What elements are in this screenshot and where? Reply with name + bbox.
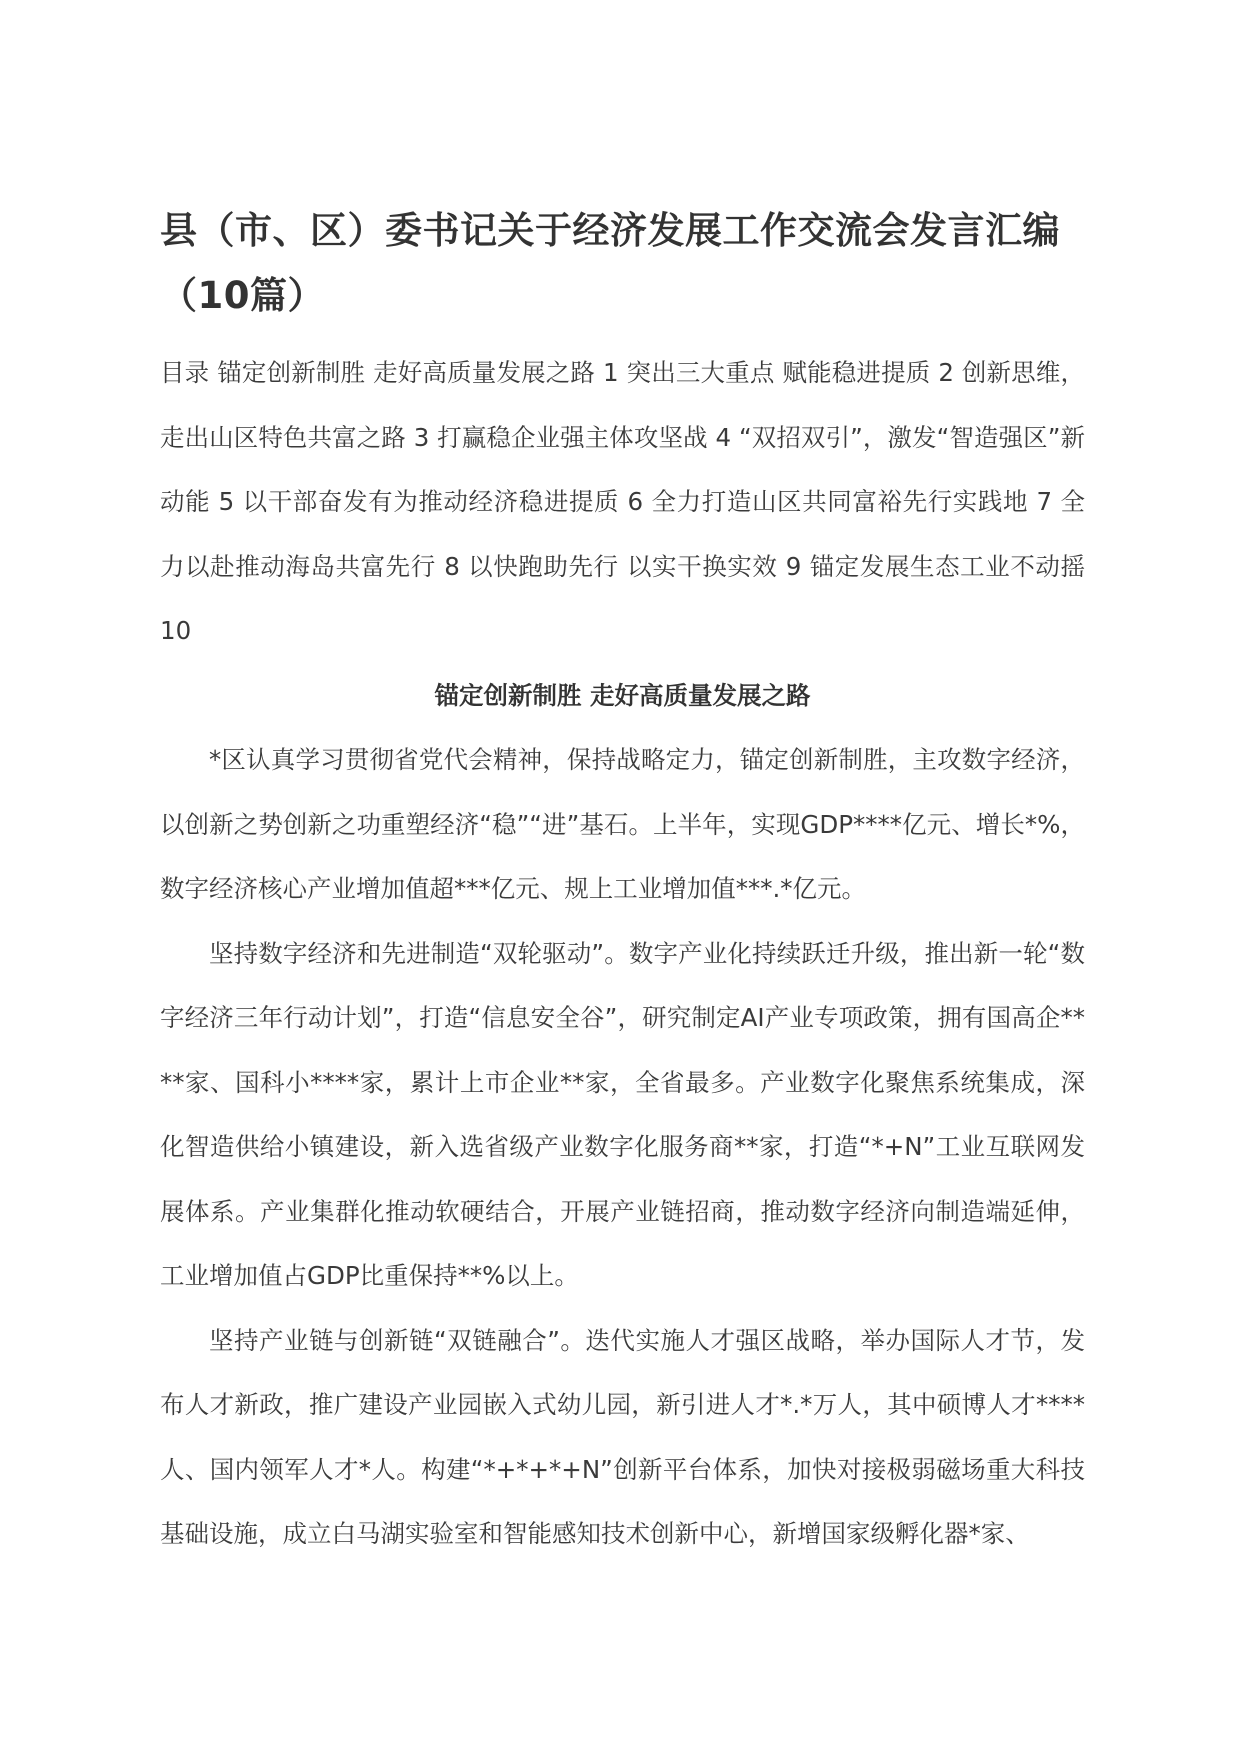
table-of-contents: 目录 锚定创新制胜 走好高质量发展之路 1 突出三大重点 赋能稳进提质 2 创新思维，走出山区特色共富之路 3 打赢稳企业强主体攻坚战 4 “双招双引”，激发“智造强区”新动能 5 以干部奋发有为推动经济稳进提质 6 全力打造山区共同富裕先行实践地 7 全力以赴推动海岛共富先行 8 以快跑助先行 以实干换实效 9 锚定发展生态工业不动摇 10 xyxy=(160,358,1085,645)
body-paragraph-1: *区认真学习贯彻省党代会精神，保持战略定力，锚定创新制胜，主攻数字经济，以创新之势创新之功重塑经济“稳”“进”基石。上半年，实现GDP****亿元、增长*%，数字经济核心产业增加值超***亿元、规上工业增加值***.*亿元。 xyxy=(160,745,1085,903)
section-heading: 锚定创新制胜 走好高质量发展之路 xyxy=(434,680,811,710)
document-title: 县（市、区）委书记关于经济发展工作交流会发言汇编（10篇） xyxy=(160,209,1060,317)
body-paragraph-2: 坚持数字经济和先进制造“双轮驱动”。数字产业化持续跃迁升级，推出新一轮“数字经济三年行动计划”，打造“信息安全谷”，研究制定AI产业专项政策，拥有国高企****家、国科小****家，累计上市企业**家，全省最多。产业数字化聚焦系统集成，深化智造供给小镇建设，新入选省级产业数字化服务商**家，打造“*+N”工业互联网发展体系。产业集群化推动软硬结合，开展产业链招商，推动数字经济向制造端延伸，工业增加值占GDP比重保持**%以上。 xyxy=(160,938,1085,1290)
document-page xyxy=(160,198,1085,1567)
body-paragraph-3: 坚持产业链与创新链“双链融合”。迭代实施人才强区战略，举办国际人才节，发布人才新政，推广建设产业园嵌入式幼儿园，新引进人才*.*万人，其中硕博人才****人、国内领军人才*人。构建“*+*+*+N”创新平台体系，加快对接极弱磁场重大科技基础设施，成立白马湖实验室和智能感知技术创新中心，新增国家级孵化器*家、 xyxy=(160,1325,1085,1548)
